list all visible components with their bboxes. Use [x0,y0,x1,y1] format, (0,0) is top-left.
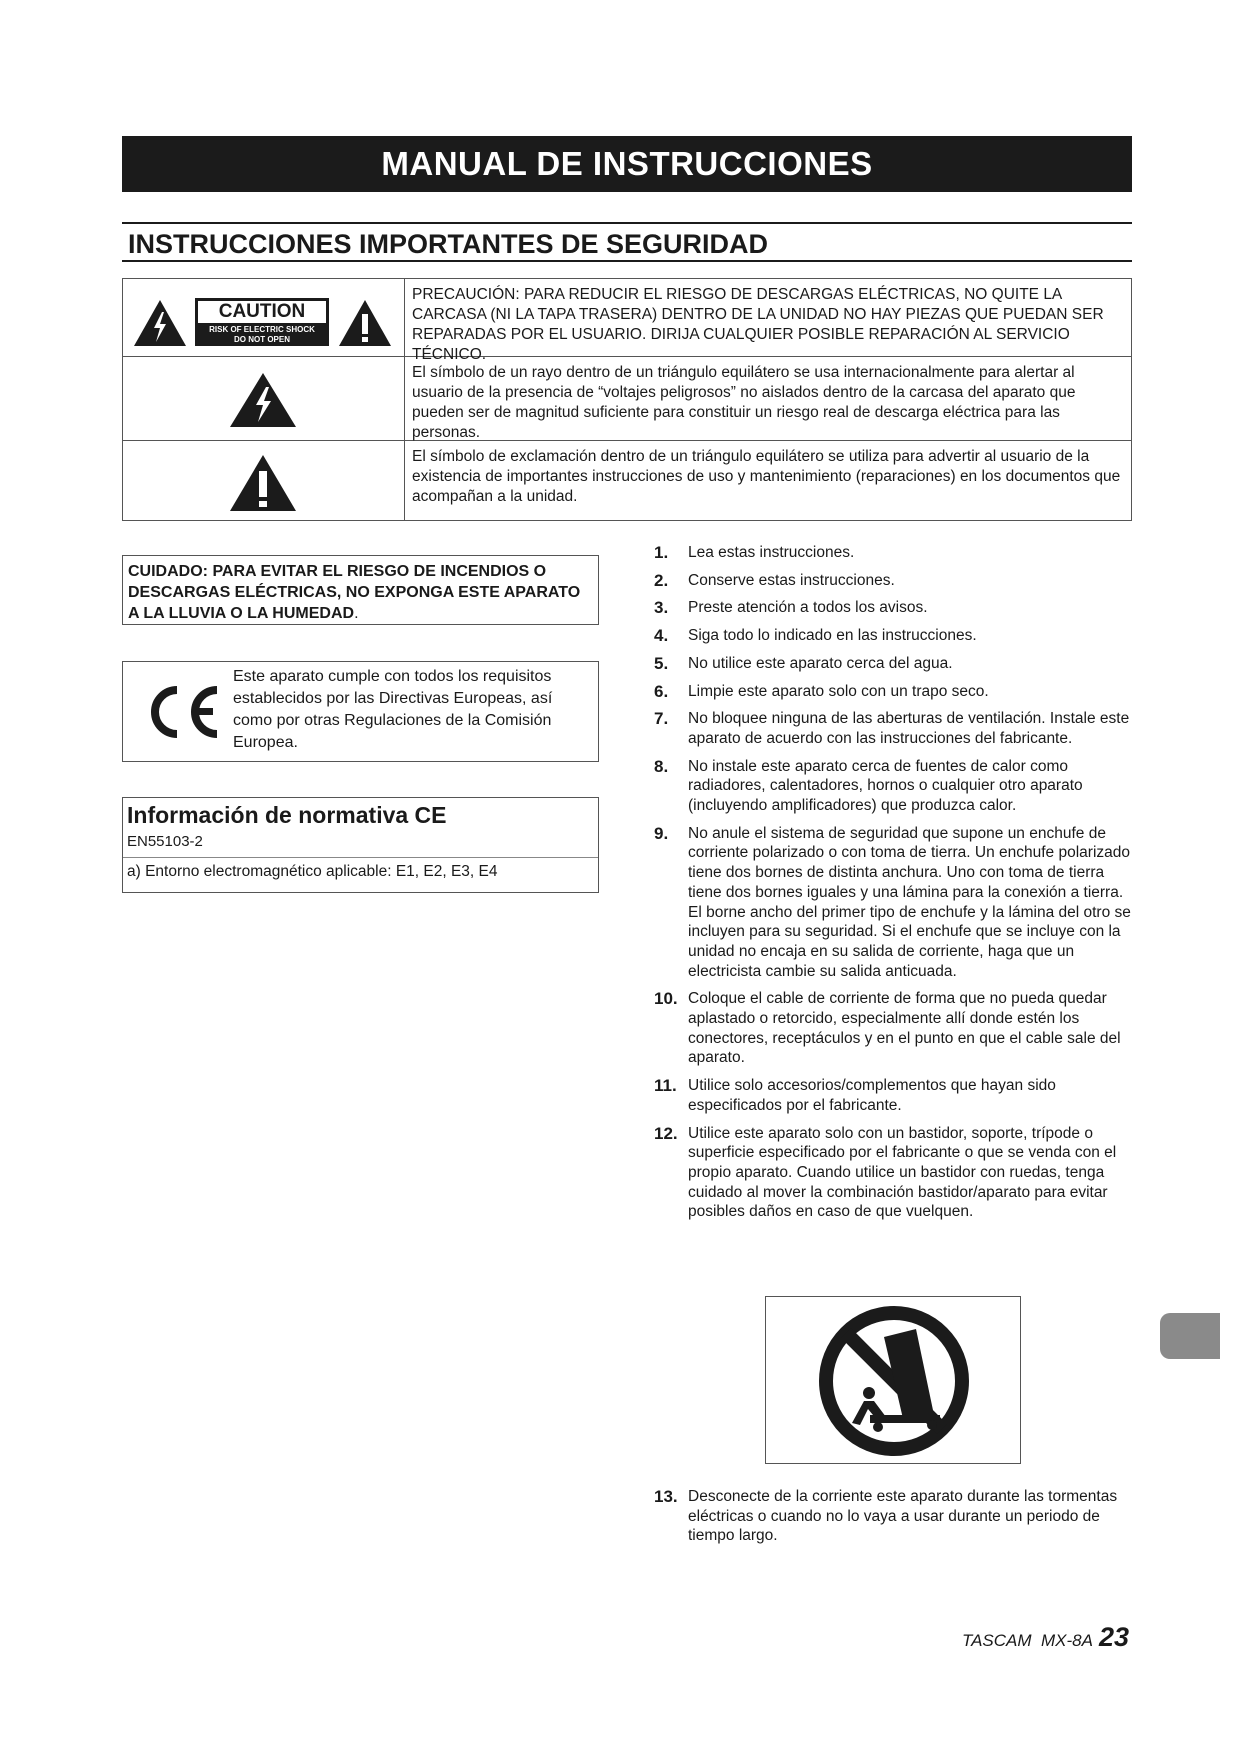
cuidado-end: . [354,605,359,622]
exclamation-row [123,441,1131,520]
list-item: 13. Desconecte de la corriente este aparato durante las tormentas eléctricas o cuando no lo vaya a usar durante un periodo de tiempo largo. [654,1487,1118,1545]
caution-sub-2: DO NOT OPEN [233,335,290,344]
ce-compliance-box [122,661,599,762]
lightning-triangle-icon [228,371,298,429]
lightning-warning-icon [132,298,188,348]
cart-tip-over-icon [766,1297,1022,1465]
page-number: 23 [1098,1622,1129,1652]
page-footer [962,1622,1129,1653]
cuidado-text: CUIDADO: PARA EVITAR EL RIESGO DE INCENDIOS O DESCARGAS ELÉCTRICAS, NO EXPONGA ESTE APARATO A LA LLUVIA O LA HUMEDAD [128,563,581,622]
instruction-list [654,543,1132,1230]
list-item: 8. No instale este aparato cerca de fuentes de calor como radiadores, calentadores, hornos o cualquier otro aparato (incluyendo amplificadores) que produzca calor. [654,756,1083,815]
section-title: INSTRUCCIONES IMPORTANTES DE SEGURIDAD [122,222,1132,262]
list-item: 1. Lea estas instrucciones. [654,543,855,562]
list-item: 4. Siga todo lo indicado en las instrucciones. [654,626,977,646]
manual-title: MANUAL DE INSTRUCCIONES [381,145,873,182]
caution-label: CAUTION RISK OF ELECTRIC SHOCK DO NOT OPEN [195,298,329,346]
lightning-explanation: El símbolo de un rayo dentro de un triángulo equilátero se usa internacionalmente para alertar al usuario de la presencia de “voltajes peligrosos” no aislados dentro de la carcasa del aparato que pueden ser de magnitud suficiente para constituir un riesgo real de descarga eléctrica para las personas. [412,364,1076,441]
cuidado-warning-box [122,555,599,625]
list-item: 12. Utilice este aparato solo con un bastidor, soporte, trípode o superficie especificado por el fabricante o que se venda con el propio aparato. Cuando utilice un bastidor con ruedas, tenga cuidado al mover la combinación bastidor/aparato para evitar posibles daños en caso de que vuelquen. [654,1123,1117,1221]
footer-brand: TASCAM MX-8A [961,1631,1093,1650]
list-item: 11. Utilice solo accesorios/complementos que hayan sido especificados por el fabricante. [654,1076,1056,1114]
list-item: 9. No anule el sistema de seguridad que supone un enchufe de corriente polarizado o con toma de tierra. Un enchufe polarizado tiene dos bornes de distinta anchura. Uno con toma de tierra tiene dos bornes iguales y una lámina para la conexión a tierra. El borne ancho del primer tipo de enchufe y la lámina del otro se incluyen para su seguridad. Si el enchufe que se incluye con la unidad no encaja en su salida de corriente, haga que un electricista cambie su salida anticuada. [654,823,1131,980]
info-title: Información de normativa CE [127,802,447,828]
list-item: 10. Coloque el cable de corriente de forma que no pueda quedar aplastado o retorcido, especialmente allí donde estén los conectores, receptáculos y en el punto en que el cable sale del aparato. [654,989,1121,1067]
safety-symbols-table [122,278,1132,521]
exclamation-triangle-icon [228,453,298,513]
caution-row [123,279,1131,363]
list-item: 2. Conserve estas instrucciones. [654,570,895,590]
cart-warning-figure [765,1296,1021,1464]
instruction-13 [654,1487,1132,1554]
lightning-row [123,357,1131,441]
ce-text: Este aparato cumple con todos los requisitos establecidos por las Directivas Europeas, así como por otras Regulaciones de la Comisión Europea. [233,668,553,751]
info-item: a) Entorno electromagnético aplicable: E1, E2, E3, E4 [127,863,498,880]
list-item: 6. Limpie este aparato solo con un trapo seco. [654,681,989,701]
exclamation-warning-icon [337,298,393,348]
ce-regulation-info-box [122,797,599,893]
list-item: 5. No utilice este aparato cerca del agua. [654,653,953,673]
precaution-text: PRECAUCIÓN: PARA REDUCIR EL RIESGO DE DESCARGAS ELÉCTRICAS, NO QUITE LA CARCASA (NI LA TAPA TRASERA) DENTRO DE LA UNIDAD NO HAY PIEZAS QUE PUEDAN SER REPARADAS POR EL USUARIO. DIRIJA CUALQUIER POSIBLE REPARACIÓN AL SERVICIO TÉCNICO. [412,286,1104,363]
caution-sub-1: RISK OF ELECTRIC SHOCK [209,325,315,334]
chapter-side-tab [1160,1313,1220,1359]
list-item: 3. Preste atención a todos los avisos. [654,598,928,618]
exclamation-explanation: El símbolo de exclamación dentro de un triángulo equilátero se utiliza para advertir al usuario de la existencia de importantes instrucciones de uso y mantenimiento (reparaciones) en los documentos que acompañan a la unidad. [412,448,1121,505]
info-code: EN55103-2 [127,833,203,850]
list-item: 7. No bloquee ninguna de las aberturas de ventilación. Instale este aparato de acuerdo con las instrucciones del fabricante. [654,709,1130,747]
manual-title-banner [122,136,1132,192]
ce-mark-icon [141,672,221,752]
